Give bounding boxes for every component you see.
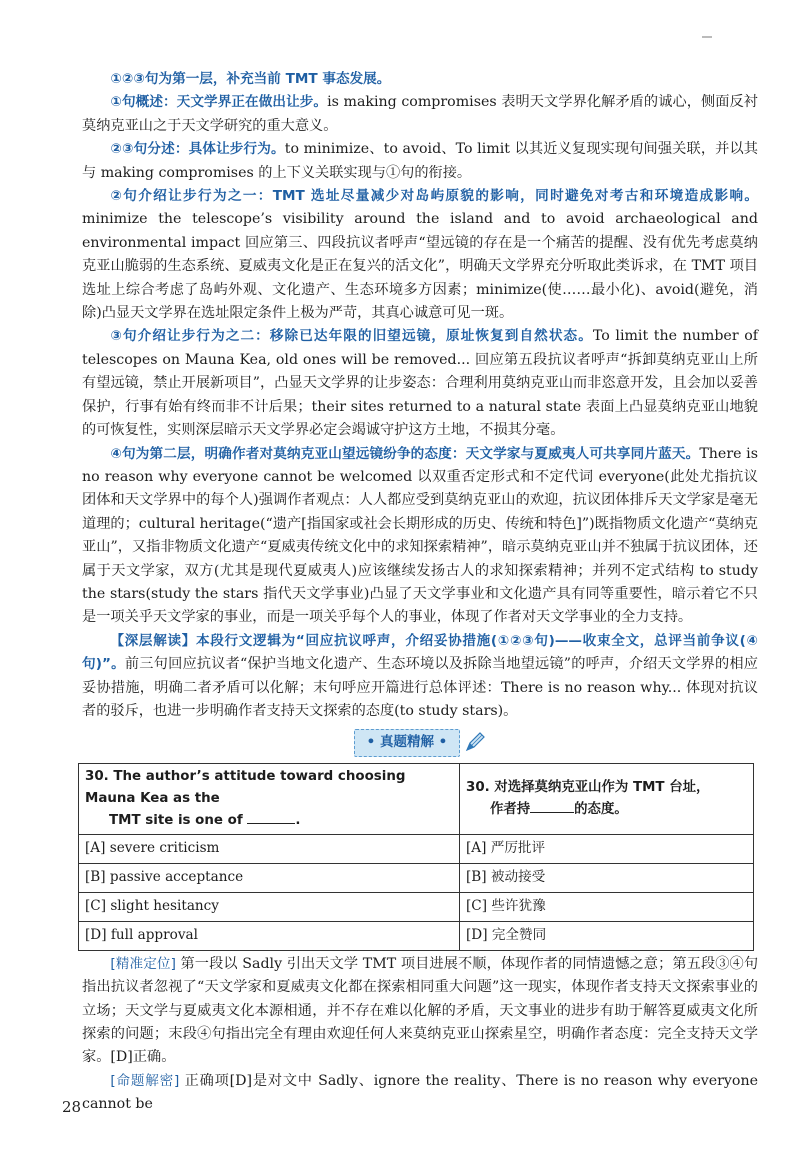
- paragraph-deep-reading: [82, 630, 758, 724]
- sentence-1-label: ①句概述：天文学界正在做出让步。: [110, 94, 328, 111]
- section-banner: [82, 729, 758, 756]
- question-stem-cn: 30. 对选择莫纳克亚山作为 TMT 台址， 作者持 的态度。: [460, 763, 754, 834]
- sentence-3-label: ③句介绍让步行为之二：移除已达年限的旧望远镜，原址恢复到自然状态。: [110, 328, 593, 345]
- paragraph-sentence-3: [82, 325, 758, 442]
- question-table: [78, 763, 754, 951]
- pen-icon: [464, 731, 486, 753]
- analysis-positioning: [82, 953, 758, 1070]
- option-row-c: [79, 892, 754, 921]
- paragraph-sentence-4: [82, 443, 758, 630]
- paragraph-sentence-2: [82, 185, 758, 325]
- option-c-en: [C] slight hesitancy: [79, 892, 460, 921]
- option-row-b: [79, 863, 754, 892]
- sentence-4-text: There is no reason why everyone cannot be welcomed 以双重否定形式和不定代词 everyone(此处尤指抗议团体和天文学界中的每个人)强调作者观点：人人都应受到莫纳克亚山的欢迎，抗议团体排斥天文学家是毫无道理的；cultural heritage(“遗产[指国家或社会长期形成的历史、传统和特色]”)既指物质文化遗产“莫纳克亚山”，又指非物质文化遗产“夏威夷传统文化中的求知探索精神”，暗示莫纳克亚山并不独属于抗议团体，还属于天文学家，双方(尤其是现代夏威夷人)应该继续发扬古人的求知探索精神；并列不定式结构 to study the stars(study the stars 指代天文学事业)凸显了天文学事业和文化遗产具有同等重要性，暗示着它不只是一项关乎天文学家的事业，而是一项关乎每个人的事业，体现了作者对天文学事业的全力支持。: [82, 445, 758, 626]
- page-content: [82, 68, 758, 1117]
- positioning-text: 第一段以 Sadly 引出天文学 TMT 项目进展不顺，体现作者的同情遗憾之意；第五段③④句指出抗议者忽视了“天文学家和夏威夷文化都在探索相同重大问题”这一现实，体现作者支持天文探索事业的立场；天文学与夏威夷文化本源相通，并不存在难以化解的矛盾，天文事业的进步有助于解答夏威夷文化所探索的问题；末段④句指出完全有理由欢迎任何人来莫纳克亚山探索星空，明确作者态度：完全支持天文学家。[D]正确。: [82, 955, 759, 1066]
- option-d-cn: [D] 完全赞同: [460, 921, 754, 950]
- option-row-d: [79, 921, 754, 950]
- sentence-23-text: to minimize、to avoid、To limit 以其近义复现实现句间强关联，并以其与 making compromises 的上下义关联实现与①句的衔接。: [82, 141, 758, 181]
- corner-mark: [702, 36, 712, 38]
- paragraph-sentence-23: [82, 138, 758, 185]
- option-b-cn: [B] 被动接受: [460, 863, 754, 892]
- decoding-text: 正确项[D]是对文中 Sadly、ignore the reality、There is no reason why everyone cannot be: [82, 1072, 758, 1113]
- sentence-1-text: is making compromises 表明天文学界化解矛盾的诚心，侧面反衬莫纳克亚山之于天文学研究的重大意义。: [82, 94, 758, 134]
- option-a-en: [A] severe criticism: [79, 834, 460, 863]
- option-a-cn: [A] 严厉批评: [460, 834, 754, 863]
- sentence-23-label: ②③句分述：具体让步行为。: [110, 141, 285, 158]
- question-stem-en: 30. The author’s attitude toward choosing Mauna Kea as the TMT site is one of .: [79, 763, 460, 834]
- deep-reading-text: 前三句回应抗议者“保护当地文化遗产、生态环境以及拆除当地望远镜”的呼声，介绍天文学界的相应妥协措施，明确二者矛盾可以化解；末句呼应开篇进行总体评述：There is no reason why... 体现对抗议者的驳斥，也进一步明确作者支持天文探索的态度(to study stars)。: [82, 656, 758, 719]
- option-row-a: [79, 834, 754, 863]
- deep-reading-label: 【深层解读】本段行文逻辑为“回应抗议呼声，介绍妥协措施(①②③句)——收束全文，总评当前争议(④句)”。: [82, 632, 758, 673]
- sentence-2-label: ②句介绍让步行为之一：TMT 选址尽量减少对岛屿原貌的影响，同时避免对考古和环境造成影响。: [110, 188, 758, 205]
- decoding-label: [命题解密]: [110, 1072, 180, 1089]
- sentence-3-text: To limit the number of telescopes on Mauna Kea, old ones will be removed... 回应第五段抗议者呼声“拆卸莫纳克亚山上所有望远镜，禁止开展新项目”，凸显天文学界的让步姿态：合理利用莫纳克亚山而非恣意开发，且会加以妥善保护，行事有始有终而非不计后果；their sites returned to a natural state 表面上凸显莫纳克亚山地貌的可恢复性，实则深层暗示天文学界必定会竭诚守护这方土地，不损其分毫。: [82, 328, 758, 439]
- positioning-label: [精准定位]: [110, 955, 176, 972]
- banner-label: • 真题精解 •: [354, 729, 461, 756]
- sentence-4-label: ④句为第二层，明确作者对莫纳克亚山望远镜纷争的态度：天文学家与夏威夷人可共享同片蓝天。: [110, 445, 700, 462]
- answer-blank-cn: [530, 800, 574, 813]
- question-stem-row: [79, 763, 754, 834]
- paragraph-sentence-1: [82, 91, 758, 138]
- layer-one-heading: ①②③句为第一层，补充当前 TMT 事态发展。: [110, 71, 391, 87]
- option-c-cn: [C] 些许犹豫: [460, 892, 754, 921]
- option-d-en: [D] full approval: [79, 921, 460, 950]
- option-b-en: [B] passive acceptance: [79, 863, 460, 892]
- analysis-decoding: [82, 1070, 758, 1117]
- page-number: 28: [62, 1098, 82, 1116]
- answer-blank-en: [247, 811, 295, 824]
- sentence-2-text: minimize the telescope’s visibility around the island and to avoid archaeological and environmental impact 回应第三、四段抗议者呼声“望远镜的存在是一个痛苦的提醒、没有优先考虑莫纳克亚山脆弱的生态系统、夏威夷文化是正在复兴的活文化”，明确天文学界充分听取此类诉求，在 TMT 项目选址上综合考虑了岛屿外观、文化遗产、生态环境多方因素；minimize(使……最小化)、avoid(避免，消除)凸显天文学界在选址限定条件上极为严苛，其真心诚意可见一斑。: [82, 211, 758, 322]
